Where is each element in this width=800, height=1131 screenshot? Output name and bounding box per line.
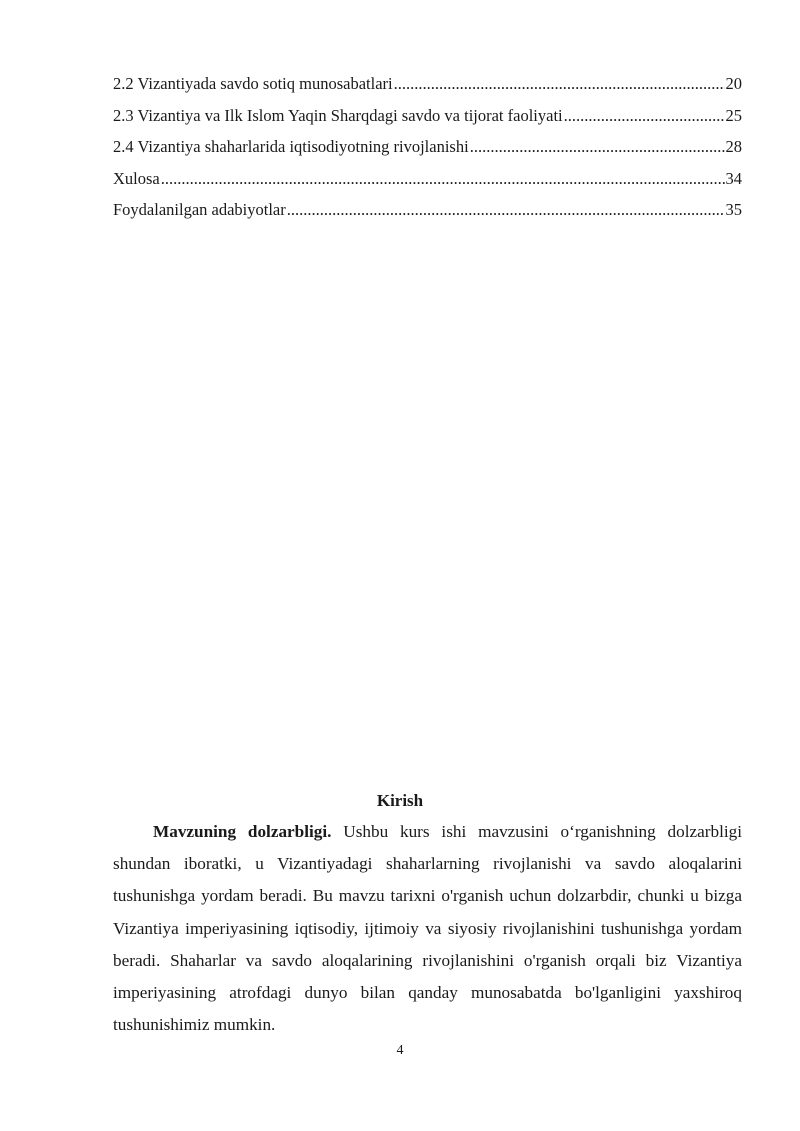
- toc-leader-dots: [394, 72, 725, 96]
- toc-entry[interactable]: [113, 167, 742, 199]
- toc-entry[interactable]: [113, 135, 742, 167]
- table-of-contents: [113, 72, 742, 230]
- toc-entry-title: Xulosa: [113, 168, 160, 188]
- toc-entry[interactable]: [113, 198, 742, 230]
- toc-entry-title: Foydalanilgan adabiyotlar: [113, 200, 286, 219]
- toc-entry-page: 28: [725, 137, 742, 156]
- intro-paragraph: [113, 816, 742, 1041]
- toc-leader-dots: [287, 198, 725, 222]
- toc-entry-page: 25: [725, 105, 742, 125]
- toc-entry-title: 2.3 Vizantiya va Ilk Islom Yaqin Sharqdagi savdo va tijorat faoliyati: [113, 105, 563, 125]
- toc-leader-dots: [161, 167, 725, 191]
- toc-entry-page: 20: [725, 74, 742, 93]
- paragraph-text: Ushbu kurs ishi mavzusini o‘rganishning dolzarbligi shundan iboratki, u Vizantiyadagi shaharlarning rivojlanishi va savdo aloqalarini tushunishga yordam beradi. Bu mavzu tarixni o'rganish uchun dolzarbdir, chunki u bizga Vizantiya imperiyasining iqtisodiy, ijtimoiy va siyosiy rivojlanishini tushunishga yordam beradi. Shaharlar va savdo aloqalarining rivojlanishini o'rganish orqali biz Vizantiya imperiyasining atrofdagi dunyo bilan qanday munosabatda bo'lganligini yaxshiroq tushunishimiz mumkin.: [113, 822, 742, 1035]
- section-heading: Kirish: [376, 791, 424, 810]
- toc-entry-page: 34: [725, 168, 742, 188]
- toc-entry[interactable]: [113, 104, 742, 136]
- paragraph-lead: Mavzuning dolzarbligi.: [153, 822, 332, 841]
- toc-leader-dots: [564, 104, 725, 128]
- toc-entry-page: 35: [725, 200, 742, 219]
- toc-entry-title: 2.2 Vizantiyada savdo sotiq munosabatlari: [113, 74, 393, 93]
- toc-entry-title: 2.4 Vizantiya shaharlarida iqtisodiyotning rivojlanishi: [113, 137, 469, 156]
- toc-leader-dots: [470, 135, 725, 159]
- page-number: 4: [396, 1043, 404, 1058]
- toc-entry[interactable]: [113, 72, 742, 104]
